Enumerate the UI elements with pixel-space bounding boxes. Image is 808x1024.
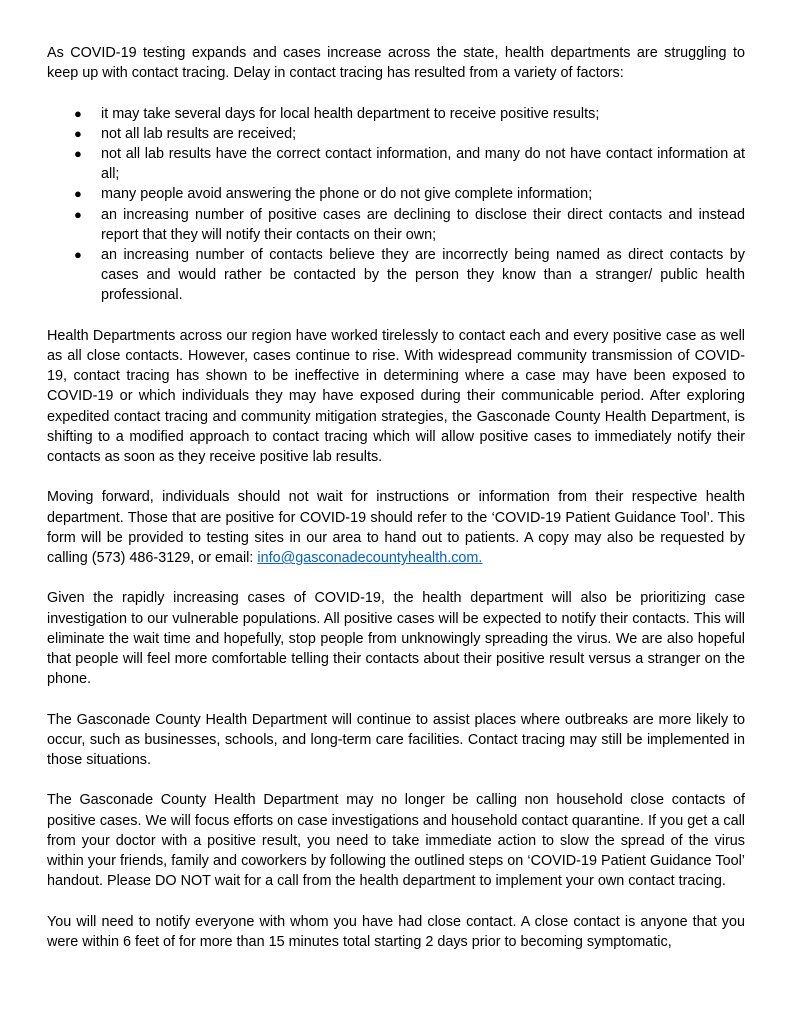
- factors-list: [47, 104, 745, 306]
- bullet-icon: ●: [74, 146, 82, 161]
- list-item-text: an increasing number of contacts believe they are incorrectly being named as direct contacts by cases and would rather be contacted by the person they know than a stranger/ public health professional.: [101, 247, 745, 304]
- outbreak-assist-paragraph: The Gasconade County Health Department will continue to assist places where outbreaks are more likely to occur, such as businesses, schools, and long-term care facilities. Contact tracing may still be implemented in those situations.: [47, 711, 745, 769]
- bullet-icon: ●: [74, 125, 82, 141]
- list-item: [74, 124, 745, 144]
- bullet-icon: ●: [74, 247, 82, 263]
- moving-forward-text: Moving forward, individuals should not wait for instructions or information from their respective health department. Those that are positive for COVID-19 should refer to the ‘COVID-19 Patient Guidance Tool’. This form will be provided to testing sites in our area to hand out to patients. A copy may also be requested by calling (573) 486-3129, or email:: [47, 489, 745, 567]
- list-item-text: not all lab results have the correct contact information, and many do not have contact information at all;: [101, 146, 745, 183]
- notify-contacts-paragraph: You will need to notify everyone with whom you have had close contact. A close contact is anyone that you were within 6 feet of for more than 15 minutes total starting 2 days prior to becoming symptomatic,: [47, 913, 745, 950]
- prioritizing-paragraph: Given the rapidly increasing cases of COVID-19, the health department will also be prioritizing case investigation to our vulnerable populations. All positive cases will be expected to notify their contacts. This will eliminate the wait time and hopefully, stop people from unknowingly spreading the virus. We are also hopeful that people will feel more comfortable telling their contacts about their positive result versus a stranger on the phone.: [47, 590, 745, 688]
- bullet-icon: ●: [74, 105, 82, 121]
- no-longer-calling-paragraph: The Gasconade County Health Department may no longer be calling non household close contacts of positive cases. We will focus efforts on case investigations and household contact quarantine. If you get a call from your doctor with a positive result, you need to take immediate action to slow the spread of the virus within your friends, family and coworkers by following the outlined steps on ‘COVID-19 Patient Guidance Tool’ handout. Please DO NOT wait for a call from the health department to implement your own contact tracing.: [47, 792, 745, 890]
- list-item: [74, 104, 745, 124]
- list-item-text: many people avoid answering the phone or do not give complete information;: [101, 186, 593, 203]
- list-item: [74, 144, 745, 184]
- list-item: [74, 245, 745, 306]
- bullet-icon: ●: [74, 186, 82, 202]
- moving-forward-paragraph: [47, 487, 745, 568]
- list-item-text: not all lab results are received;: [101, 125, 297, 142]
- list-item: [74, 205, 745, 245]
- list-item-text: an increasing number of positive cases are declining to disclose their direct contacts and instead report that they will notify their contacts on their own;: [101, 206, 745, 243]
- list-item: [74, 184, 745, 204]
- document-page: [47, 43, 745, 972]
- list-item-text: it may take several days for local health department to receive positive results;: [101, 105, 600, 122]
- email-link[interactable]: info@gasconadecountyhealth.com.: [257, 550, 483, 567]
- intro-paragraph: As COVID-19 testing expands and cases increase across the state, health departments are struggling to keep up with contact tracing. Delay in contact tracing has resulted from a variety of factors:: [47, 45, 745, 82]
- bullet-icon: ●: [74, 206, 82, 222]
- health-departments-paragraph: Health Departments across our region have worked tirelessly to contact each and every positive case as well as all close contacts. However, cases continue to rise. With widespread community transmission of COVID-19, contact tracing has shown to be ineffective in determining where a case may have been exposed to COVID-19 or which individuals they may have exposed during their communicable period. After exploring expedited contact tracing and community mitigation strategies, the Gasconade County Health Department, is shifting to a modified approach to contact tracing which will allow positive cases to immediately notify their contacts as soon as they receive positive lab results.: [47, 327, 745, 466]
